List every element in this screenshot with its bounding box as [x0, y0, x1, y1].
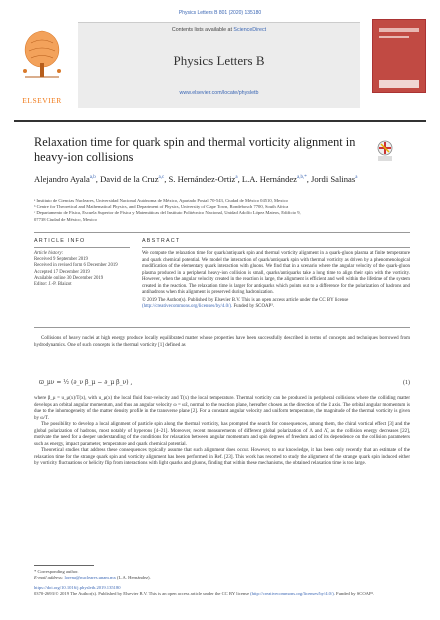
- contents-line: [78, 27, 360, 33]
- doi-link[interactable]: https://doi.org/10.1016/j.physletb.2019.135180: [34, 585, 121, 590]
- article-title: Relaxation time for quark spin and thermal vorticity alignment in heavy-ion collisions: [34, 135, 356, 164]
- affiliation-divider: [34, 232, 410, 233]
- body-paragraph-4: Theoretical studies that address these consequences typically assume that such alignment does occur. However, to our knowledge, it has been only recently that an estimate of the relaxation time for the strange quark spin and vorticity alignment has been performed in Ref. [23]. This work has resorted to study the alignment of the strange quark spin induced either by vorticity fluctuations or helicity flip from interactions with light quarks and gluons, finding that within these mechanisms, the obtained relaxation time is too large.: [34, 448, 410, 467]
- equation-number: (1): [403, 380, 410, 386]
- email-link[interactable]: lorena@nucleares.unam.mx: [64, 575, 116, 580]
- body-paragraph-2: where β_μ = u_μ(x)/T(x), with u_μ(x) the local fluid four-velocity and T(x) the local temperature. Thermal vorticity can be produced in peripheral collisions where the colliding matter develops an orbital angular momentum, and thus an angular velocity ω = ωẑ, normal to the reaction plane, hereafter chosen as the direction of the ẑ axis. The orbital angular momentum is due to the inhomogeneity of the matter density profile in the transverse plane [2]. For a constant angular velocity and uniform temperature, the magnitude of the thermal vorticity is given by ω/T.: [34, 396, 410, 421]
- affiliation-c-cont: 07738 Ciudad de México, Mexico: [34, 216, 97, 222]
- abstract-heading: ABSTRACT: [142, 238, 181, 244]
- journal-cover-thumbnail: [372, 19, 426, 93]
- journal-homepage-link[interactable]: www.elsevier.com/locate/physletb: [179, 90, 259, 96]
- corresponding-author: * Corresponding author.: [34, 569, 79, 574]
- email-suffix: (L.A. Hernández).: [115, 575, 151, 580]
- journal-citation[interactable]: Physics Letters B 801 (2020) 135180: [178, 10, 262, 16]
- author-name[interactable]: L.A. Hernández: [241, 173, 297, 184]
- affiliations: [34, 198, 414, 223]
- author-affiliation-marker: a: [355, 175, 358, 180]
- abstract-text: [142, 251, 410, 311]
- history-received: Received 9 September 2019: [34, 257, 88, 263]
- header-divider: [14, 120, 426, 122]
- author-affiliation-marker: a,c: [158, 175, 165, 180]
- history-accepted: Accepted 17 December 2019: [34, 269, 90, 275]
- issn-line: [34, 591, 410, 597]
- affiliation-b: ᵇ Centre for Theoretical and Mathematical Physics, and Department of Physics, University of Cape Town, Rondebosch 7700, South Africa: [34, 204, 289, 210]
- journal-banner: [14, 19, 426, 117]
- copyright-text: © 2019 The Author(s). Published by Elsevier B.V. This is an open access article under the CC BY license: [142, 297, 349, 303]
- author-name[interactable]: Alejandro Ayala: [34, 173, 90, 184]
- footnotes: [34, 569, 410, 597]
- journal-name: Physics Letters B: [173, 53, 265, 68]
- abstract-rule: [142, 247, 410, 248]
- affiliation-c: ᶜ Departamento de Física, Escuela Superior de Física y Matemáticas del Instituto Politécnico Nacional, Unidad Adolfo López Mateos, Edificio 9,: [34, 210, 301, 216]
- issn-end: . Funded by SCOAP³.: [333, 591, 375, 596]
- abstract-bottom-rule: [34, 327, 410, 328]
- equation-body: ϖ_μν = ½ (∂_ν β_μ − ∂_μ β_ν) ,: [39, 379, 133, 386]
- journal-homepage: [78, 90, 360, 96]
- article-history: [34, 251, 124, 288]
- email-label: E-mail address:: [34, 575, 65, 580]
- crossmark-icon[interactable]: [377, 140, 393, 162]
- history-revised: Received in revised form 6 December 2019: [34, 263, 118, 269]
- history-online: Available online 30 December 2019: [34, 275, 104, 281]
- issn-text: 0370-2693/© 2019 The Author(s). Published by Elsevier B.V. This is an open access article under the CC BY license: [34, 591, 251, 596]
- affiliation-a: ᵃ Instituto de Ciencias Nucleares, Universidad Nacional Autónoma de México, Apartado Postal 70-543, Ciudad de México 04510, Mexico: [34, 198, 288, 203]
- funding-note: Funded by SCOAP³.: [232, 304, 274, 309]
- author-affiliation-marker: a,b: [89, 175, 96, 180]
- author-name[interactable]: David de la Cruz: [100, 173, 159, 184]
- author-list: Alejandro Ayala$^{a,b}$, David de la Cruz$^{a,c}$, S. Hernández-Ortiz$^a$, L.A. Hernández$^{a,b,*}$, Jordi Salinas$^a$: [34, 173, 358, 184]
- sciencedirect-link[interactable]: ScienceDirect: [233, 27, 267, 33]
- elsevier-tree-icon: [17, 23, 67, 83]
- abstract-body: We compute the relaxation time for quark/antiquark spin and thermal vorticity alignment in a quark-gluon plasma at finite temperature and quark chemical potential. We model the interaction of quark/antiquark spin with thermal vorticity as driven by a phenomenological modification of the elementary quark interaction with gluons. We find that in a scenario where the angular velocity of the quark-gluon plasma produced in a peripheral heavy-ion collision is small, quarks/antiquarks take a long time to align their spin with the vorticity. However, when the angular velocity created in the reaction is large, the alignment is efficient and well within the lifetime of the system created in the reaction. The relaxation time is larger for antiquarks which points out to a difference for the polarization of hadrons and antihadrons when this alignment is preserved during hadronization.: [142, 251, 410, 295]
- author-affiliation-marker: a: [235, 175, 238, 180]
- article-body: [34, 336, 410, 349]
- footnote-divider: [34, 565, 94, 566]
- article-info-heading: ARTICLE INFO: [34, 238, 86, 244]
- body-paragraph-3: The possibility to develop a local alignment of particle spin along the thermal vorticity, has prompted the search for consequences, among them, the chiral vortical effect [3] and the global polarization of hadrons, most notably of hyperons [4–21]. Moreover, recent measurements of different global polarization of Λ and Λ̄, as the collision energy decreases [22], motivate the need for a deeper understanding of the conditions for relaxation between angular momentum and spin degrees of freedom and of its dependence on the collision parameters such as energy, impact parameter, temperature and quark chemical potential.: [34, 422, 410, 447]
- article-body-cont: [34, 396, 410, 468]
- article-info-rule: [34, 247, 130, 248]
- elsevier-logo: [14, 23, 70, 111]
- history-editor: Editor: J.-P. Blaizot: [34, 282, 72, 288]
- author-name[interactable]: S. Hernández-Ortiz: [168, 173, 236, 184]
- contents-prefix: Contents lists available at: [171, 27, 234, 33]
- publisher-name: ELSEVIER: [22, 96, 62, 105]
- history-label: Article history:: [34, 251, 64, 256]
- abstract-copyright: [142, 298, 410, 311]
- journal-header-box: [78, 22, 360, 108]
- equation-1: [34, 376, 410, 392]
- license-link[interactable]: (http://creativecommons.org/licenses/by/4.0/).: [142, 304, 233, 309]
- body-paragraph-1: Collisions of heavy nuclei at high energy produce locally equilibrated matter whose properties have been successfully described in terms of concepts and techniques borrowed from hydrodynamics. One of such concepts is the thermal vorticity [1] defined as: [34, 336, 410, 348]
- issn-license-link[interactable]: (http://creativecommons.org/licenses/by/4.0/): [250, 591, 334, 596]
- author-name[interactable]: Jordi Salinas: [311, 173, 356, 184]
- author-affiliation-marker: a,b,*: [297, 175, 307, 180]
